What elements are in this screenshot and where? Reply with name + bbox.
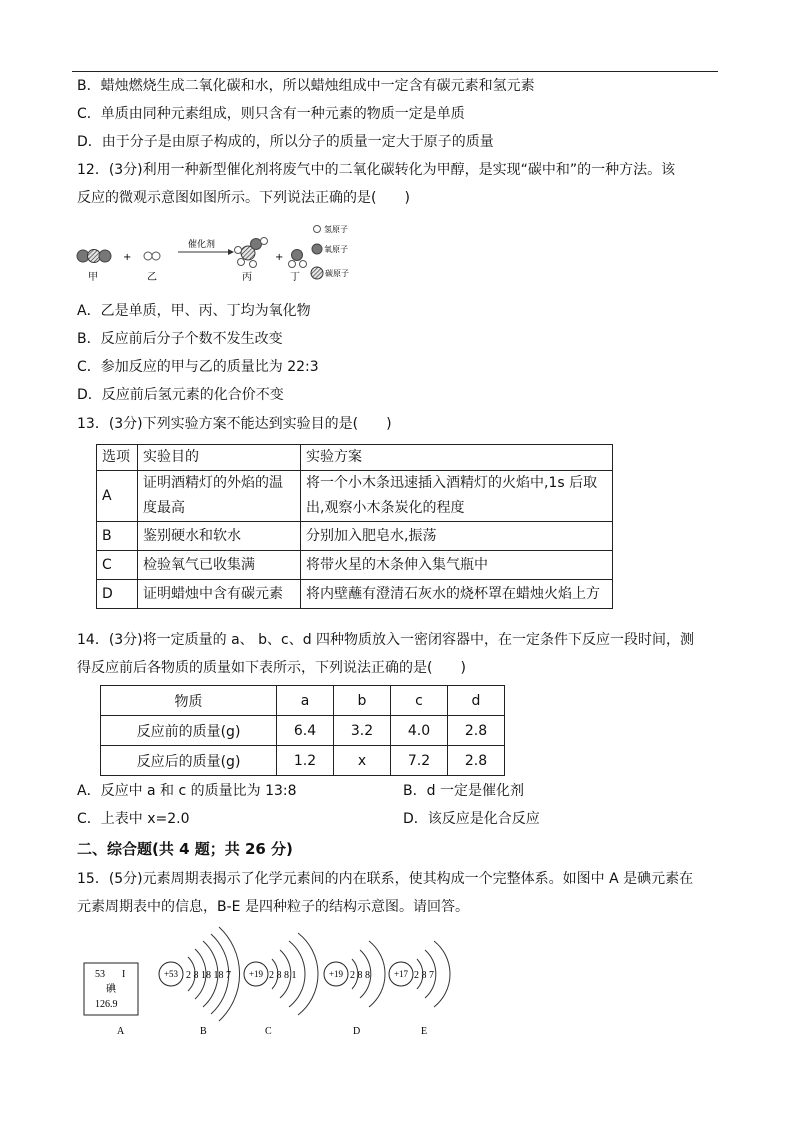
row-after-b: x xyxy=(334,746,391,776)
legend-oxygen: 氧原子 xyxy=(324,245,348,254)
header-b: b xyxy=(334,686,391,716)
header-a: a xyxy=(277,686,334,716)
label-c: C xyxy=(265,1026,272,1037)
element-symbol: I xyxy=(122,969,126,980)
particle-e-nucleus: +17 xyxy=(393,969,409,979)
legend-carbon: 碳原子 xyxy=(325,269,349,278)
section-title: 二、综合题(共 4 题；共 26 分) xyxy=(77,840,293,858)
page-top-rule xyxy=(72,71,718,72)
catalyst-label: 催化剂 xyxy=(188,240,216,250)
particle-c-diagram xyxy=(244,933,318,1015)
q15-stem-line1: 15．(5分)元素周期表揭示了化学元素间的内在联系，使其构成一个完整体系。如图中 A 是碘元素在 xyxy=(77,871,694,887)
molecule-yi-h2 xyxy=(144,252,160,260)
table-row xyxy=(97,471,613,522)
legend-carbon-marker xyxy=(311,267,323,279)
particle-e-shells: 2 8 7 xyxy=(414,970,434,981)
header-c: c xyxy=(391,686,448,716)
molecule-ding-water xyxy=(289,250,307,268)
label-d: D xyxy=(353,1026,361,1037)
header-plan: 实验方案 xyxy=(301,445,613,471)
particle-d-shells: 2 8 8 xyxy=(350,970,370,981)
element-mass: 126.9 xyxy=(95,999,118,1010)
q14-stem-line2: 得反应前后各物质的质量如下表所示，下列说法正确的是( ) xyxy=(77,660,466,676)
table-row xyxy=(101,716,505,746)
header-d: d xyxy=(448,686,505,716)
legend-hydrogen: 氢原子 xyxy=(324,225,348,234)
row-c-plan: 将带火星的木条伸入集气瓶中 xyxy=(301,551,613,580)
q14-stem-line1: 14．(3分)将一定质量的 a、 b、c、d 四种物质放入一密闭容器中，在一定条件下反应一段时间，测 xyxy=(77,632,695,648)
row-c-purpose: 检验氧气已收集满 xyxy=(138,551,301,580)
row-before-a: 6.4 xyxy=(277,716,334,746)
particle-b-diagram xyxy=(159,927,240,1021)
particle-d-nucleus: +19 xyxy=(328,969,344,979)
header-substance: 物质 xyxy=(101,686,277,716)
q12-option-b: B．反应前后分子个数不发生改变 xyxy=(77,331,283,347)
q11-option-c: C．单质由同种元素组成，则只含有一种元素的物质一定是单质 xyxy=(77,106,465,122)
plus-sign-2: + xyxy=(275,252,284,263)
q13-stem: 13．(3分)下列实验方案不能达到实验目的是( ) xyxy=(77,416,392,432)
particle-c-nucleus: +19 xyxy=(248,969,264,979)
row-b-plan: 分别加入肥皂水,振荡 xyxy=(301,522,613,551)
label-yi: 乙 xyxy=(147,272,157,283)
particle-e-diagram xyxy=(389,941,450,1007)
q12-stem-line2: 反应的微观示意图如图所示。下列说法正确的是( ) xyxy=(77,190,410,206)
legend-oxygen-marker xyxy=(312,244,322,254)
row-a-purpose-l2: 度最高 xyxy=(143,500,185,516)
q12-stem-line1: 12．(3分)利用一种新型催化剂将废气中的二氧化碳转化为甲醇，是实现“碳中和”的一种方法。该 xyxy=(77,162,676,178)
particle-c-shells: 2 8 8 1 xyxy=(269,970,297,981)
row-a-plan-l1: 将一个小木条迅速插入酒精灯的火焰中,1s 后取 xyxy=(306,475,598,491)
row-a-option: A xyxy=(97,471,138,522)
row-after-a: 1.2 xyxy=(277,746,334,776)
table-header-row xyxy=(97,445,613,471)
q15-stem-line2: 元素周期表中的信息，B-E 是四种粒子的结构示意图。请回答。 xyxy=(77,899,469,915)
q14-option-a: A．反应中 a 和 c 的质量比为 13:8 xyxy=(77,783,297,799)
table-header-row xyxy=(101,686,505,716)
row-c-option: C xyxy=(97,551,138,580)
header-purpose: 实验目的 xyxy=(138,445,301,471)
header-option: 选项 xyxy=(97,445,138,471)
q14-option-b: B．d 一定是催化剂 xyxy=(403,783,524,799)
table-row xyxy=(97,522,613,551)
q15-figure xyxy=(0,925,460,1040)
label-e: E xyxy=(421,1026,428,1037)
diagram-legend xyxy=(311,224,349,279)
element-number: 53 xyxy=(95,969,105,980)
label-a: A xyxy=(117,1026,125,1037)
molecule-bing-methanol xyxy=(235,238,268,268)
q11-option-b: B．蜡烛燃烧生成二氧化碳和水，所以蜡烛组成中一定含有碳元素和氢元素 xyxy=(77,78,535,94)
row-d-purpose: 证明蜡烛中含有碳元素 xyxy=(138,580,301,609)
table-row xyxy=(101,746,505,776)
particle-b-shells: 2 8 18 18 7 xyxy=(186,970,231,981)
row-after-c: 7.2 xyxy=(391,746,448,776)
element-card-iodine xyxy=(84,963,138,1015)
row-after-d: 2.8 xyxy=(448,746,505,776)
plus-sign: + xyxy=(123,252,132,263)
q12-option-d: D．反应前后氢元素的化合价不变 xyxy=(77,387,284,403)
q12-option-a: A．乙是单质，甲、丙、丁均为氧化物 xyxy=(77,303,311,319)
legend-hydrogen-marker xyxy=(314,226,321,233)
q12-micro-reaction-diagram xyxy=(70,222,370,288)
row-a-purpose-l1: 证明酒精灯的外焰的温 xyxy=(143,475,283,491)
row-before-b: 3.2 xyxy=(334,716,391,746)
label-ding: 丁 xyxy=(290,272,300,283)
particle-d-diagram xyxy=(324,941,385,1007)
row-before-c: 4.0 xyxy=(391,716,448,746)
row-b-option: B xyxy=(97,522,138,551)
element-name: 碘 xyxy=(106,984,116,995)
label-jia: 甲 xyxy=(88,272,98,283)
q13-table xyxy=(96,444,613,609)
row-d-plan: 将内壁蘸有澄清石灰水的烧杯罩在蜡烛火焰上方 xyxy=(301,580,613,609)
label-bing: 丙 xyxy=(242,272,252,283)
molecule-jia-co2 xyxy=(77,250,111,263)
row-before-label: 反应前的质量(g) xyxy=(101,716,277,746)
particle-b-nucleus: +53 xyxy=(163,969,179,979)
q14-option-d: D．该反应是化合反应 xyxy=(403,811,540,827)
row-a-plan xyxy=(301,471,613,522)
q14-table xyxy=(100,685,505,776)
q14-option-c: C．上表中 x=2.0 xyxy=(77,811,190,827)
q11-option-d: D．由于分子是由原子构成的，所以分子的质量一定大于原子的质量 xyxy=(77,134,494,150)
row-a-purpose xyxy=(138,471,301,522)
table-row xyxy=(97,580,613,609)
row-after-label: 反应后的质量(g) xyxy=(101,746,277,776)
row-before-d: 2.8 xyxy=(448,716,505,746)
q12-option-c: C．参加反应的甲与乙的质量比为 22:3 xyxy=(77,359,319,375)
row-d-option: D xyxy=(97,580,138,609)
table-row xyxy=(97,551,613,580)
row-b-purpose: 鉴别硬水和软水 xyxy=(138,522,301,551)
label-b: B xyxy=(200,1026,207,1037)
row-a-plan-l2: 出,观察小木条炭化的程度 xyxy=(306,500,465,516)
